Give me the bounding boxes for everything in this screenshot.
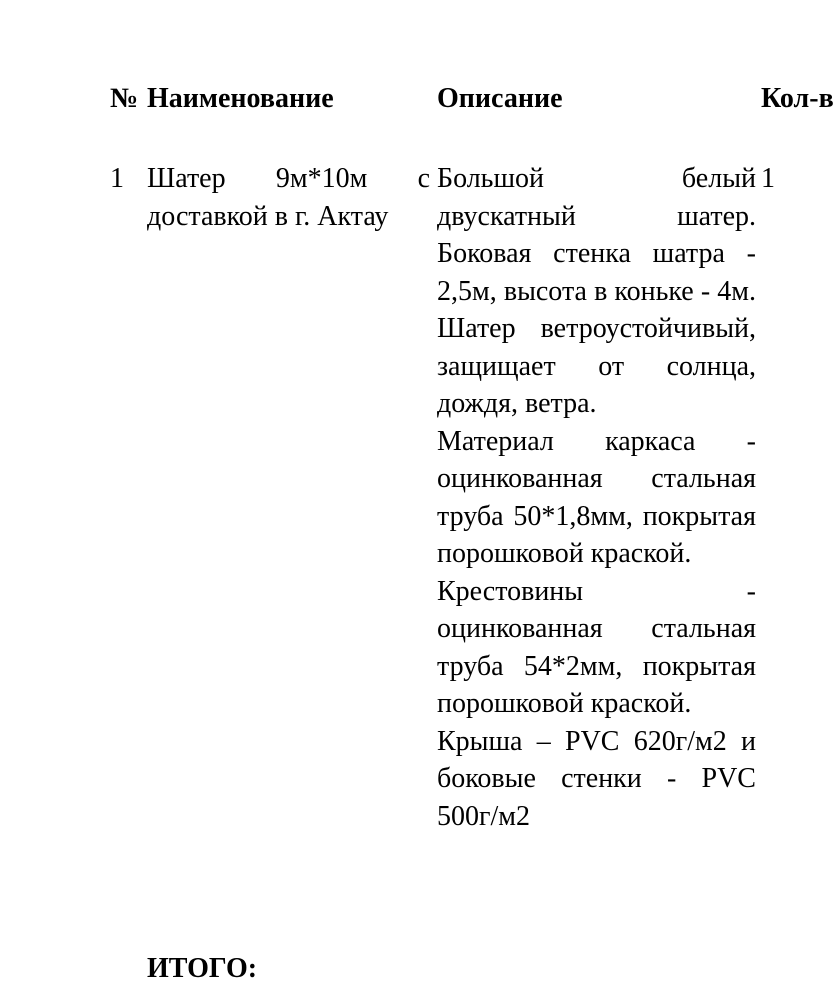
row-1-quantity: 1 xyxy=(761,163,775,194)
description-paragraph-roof: Крыша – PVC 620г/м2 и боковые стенки - PVC 500г/м2 xyxy=(437,725,756,832)
total-label: ИТОГО: xyxy=(147,953,258,984)
header-number: № xyxy=(110,83,139,114)
header-name: Наименование xyxy=(147,83,334,114)
description-paragraph-crosspieces: Крестовины - оцинкованная стальная труба 54*2мм, покрытая порошковой краской. xyxy=(437,575,756,719)
row-1-description xyxy=(437,160,756,835)
description-paragraph-frame: Материал каркаса - оцинкованная стальная труба 50*1,8мм, покрытая порошковой краской. xyxy=(437,425,756,569)
row-1-name: Шатер 9м*10м с доставкой в г. Актау xyxy=(147,163,430,232)
header-quantity: Кол-в xyxy=(761,83,834,114)
header-description: Описание xyxy=(437,83,563,114)
row-1-number: 1 xyxy=(110,163,124,194)
description-paragraph-general: Большой белый двускатный шатер. Боковая стенка шатра - 2,5м, высота в коньке - 4м. Шатер ветроустойчивый, защищает от солнца, дождя, ветра. xyxy=(437,163,756,419)
